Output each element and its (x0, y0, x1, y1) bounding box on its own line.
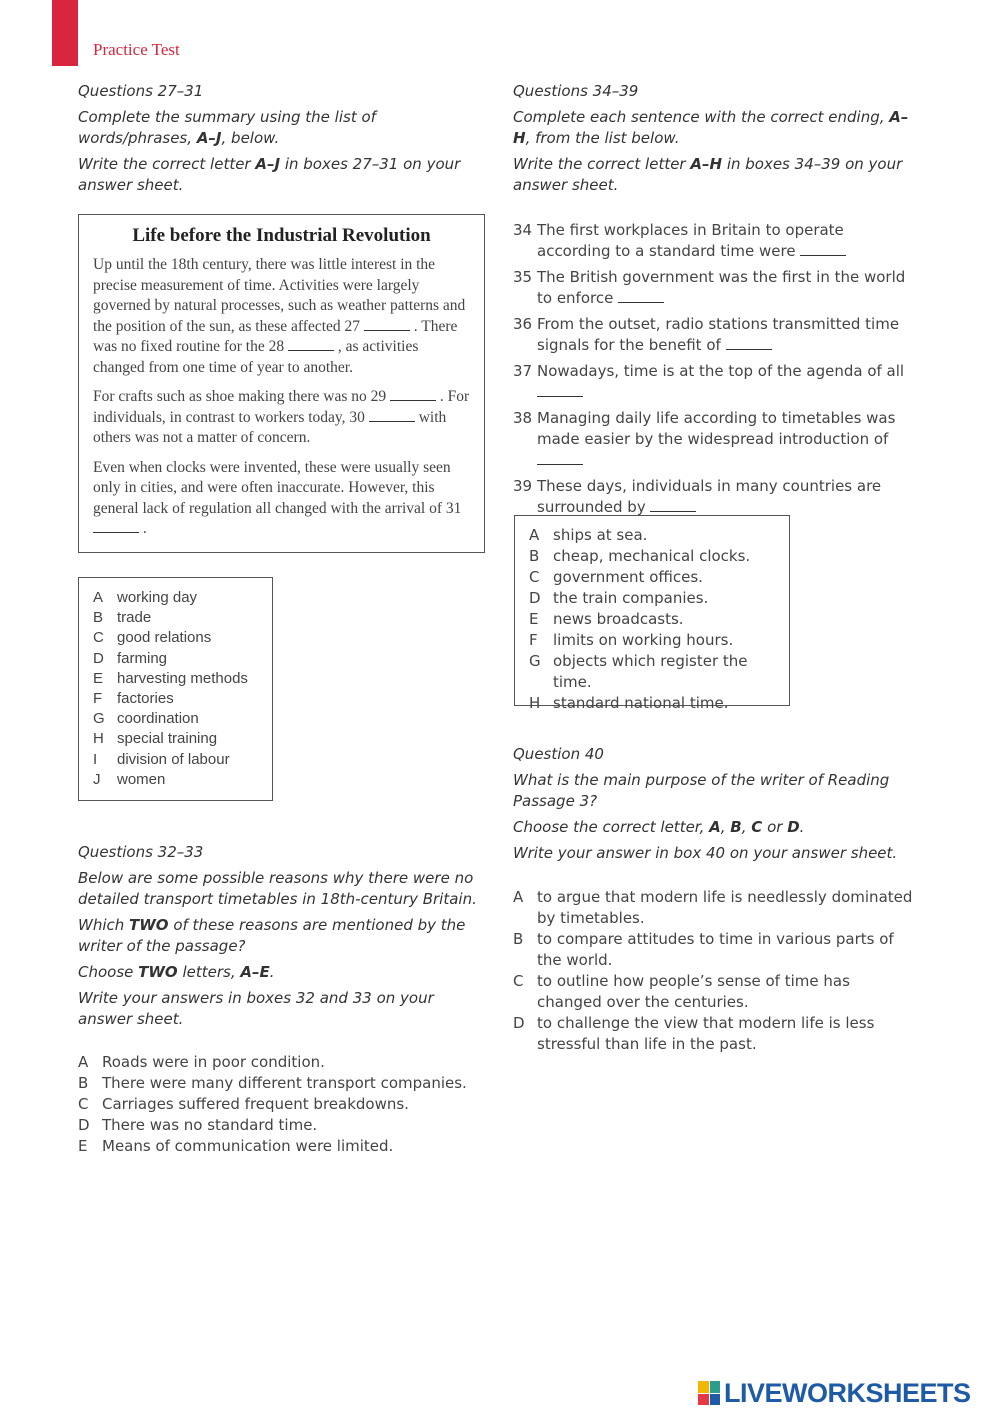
logo-square-icon (698, 1394, 709, 1406)
q27-31-heading: Questions 27–31 (78, 82, 204, 100)
list-item: E news broadcasts. (529, 610, 684, 628)
q34-39-instr1: Complete each sentence with the correct ending, A–H, from the list below. (513, 108, 909, 147)
logo-square-icon (698, 1381, 709, 1393)
list-item: F factories (93, 689, 174, 707)
sentence-item: 39 These days, individuals in many countries are surrounded by (513, 477, 882, 516)
sentence-item: 37 Nowadays, time is at the top of the agenda of all (513, 361, 918, 403)
logo-text: LIVEWORKSHEETS (724, 1377, 971, 1408)
q34-39-heading: Questions 34–39 (513, 82, 639, 100)
q27-31-instr1: Complete the summary using the list of words/phrases, A–J, below. (78, 108, 376, 147)
gap-28[interactable] (288, 338, 334, 351)
gap-27[interactable] (364, 318, 410, 331)
q34-39-sentences (513, 220, 918, 523)
q32-33-instr1: Below are some possible reasons why there were no detailed transport timetables in 18th-century Britain. (78, 869, 477, 908)
option-item[interactable]: B There were many different transport companies. (78, 1074, 467, 1092)
summary-paragraph-3: Even when clocks were invented, these were usually seen only in cities, and were often inaccurate. However, this general lack of regulation all changed with the arrival of 31 . (93, 458, 462, 537)
option-item[interactable]: D There was no standard time. (78, 1116, 318, 1134)
list-item: D farming (93, 649, 168, 667)
list-item: H standard national time. (529, 694, 729, 712)
gap-34[interactable] (800, 243, 846, 256)
q34-39-instructions (513, 81, 913, 201)
list-item: J women (93, 770, 166, 788)
endings-box (514, 515, 790, 712)
gap-29[interactable] (390, 388, 436, 401)
gap-30[interactable] (369, 409, 415, 422)
option-item[interactable]: B to compare attitudes to time in various parts of the world. (513, 930, 894, 969)
q27-31-instructions (78, 81, 478, 201)
logo-mark-icon (698, 1381, 720, 1405)
list-item: C good relations (93, 629, 212, 647)
q32-33-heading: Questions 32–33 (78, 843, 204, 861)
logo-square-icon (710, 1381, 721, 1393)
list-item: C government offices. (529, 568, 703, 586)
q40-instr2: Choose the correct letter, A, B, C or D. (513, 818, 805, 836)
gap-39[interactable] (650, 499, 696, 512)
gap-35[interactable] (618, 290, 664, 303)
list-item: G coordination (93, 710, 199, 728)
q32-33-instr2: Which TWO of these reasons are mentioned by the writer of the passage? (78, 916, 466, 955)
summary-title: Life before the Industrial Revolution (132, 225, 431, 246)
summary-paragraph-2: For crafts such as shoe making there was no 29 . For individuals, in contrast to workers today, 30 with others was not a matter of concern. (93, 388, 470, 446)
option-item[interactable]: C Carriages suffered frequent breakdowns. (78, 1095, 409, 1113)
sentence-item: 35 The British government was the first in the world to enforce (513, 268, 906, 307)
sentence-item: 36 From the outset, radio stations transmitted time signals for the benefit of (513, 315, 900, 354)
option-item[interactable]: A to argue that modern life is needlessly dominated by timetables. (513, 888, 913, 927)
word-list-box (78, 577, 273, 801)
summary-paragraph-1: Up until the 18th century, there was little interest in the precise measurement of time. Activities were largely governed by natural processes, such as weather patterns and the position of the sun, as these affected 27 . There was no fixed routine for the 28 , as activities changed from one time of year to another. (93, 256, 466, 376)
q40-options (513, 887, 918, 1055)
q40-instr3: Write your answer in box 40 on your answer sheet. (513, 844, 898, 862)
gap-38[interactable] (537, 452, 583, 465)
list-item: I division of labour (93, 750, 230, 768)
q32-33-options (78, 1052, 488, 1157)
list-item: E harvesting methods (93, 669, 248, 687)
list-item: B cheap, mechanical clocks. (529, 547, 751, 565)
logo-square-icon (710, 1394, 721, 1406)
sentence-item: 38 Managing daily life according to timetables was made easier by the widespread introduction of (513, 408, 918, 471)
sentence-item: 34 The first workplaces in Britain to operate according to a standard time were (513, 220, 918, 262)
option-item[interactable]: A Roads were in poor condition. (78, 1053, 325, 1071)
q27-31-instr2: Write the correct letter A–J in boxes 27–31 on your answer sheet. (78, 155, 461, 194)
liveworksheets-logo (698, 1378, 994, 1408)
list-item: H special training (93, 730, 218, 748)
q32-33-instr3: Choose TWO letters, A–E. (78, 963, 275, 981)
list-item: B trade (93, 609, 152, 627)
q40-instructions (513, 744, 913, 869)
gap-36[interactable] (726, 337, 772, 350)
gap-37[interactable] (537, 384, 583, 397)
list-item: G objects which register the time. (529, 652, 748, 691)
list-item: A ships at sea. (529, 526, 648, 544)
option-item[interactable]: E Means of communication were limited. (78, 1137, 394, 1155)
q32-33-instr4: Write your answers in boxes 32 and 33 on your answer sheet. (78, 989, 434, 1028)
list-item: A working day (93, 589, 198, 606)
q34-39-instr2: Write the correct letter A–H in boxes 34–39 on your answer sheet. (513, 155, 903, 194)
q40-heading: Question 40 (513, 745, 604, 763)
gap-31[interactable] (93, 520, 139, 533)
list-item: D the train companies. (529, 589, 709, 607)
q40-instr1: What is the main purpose of the writer of Reading Passage 3? (513, 771, 890, 810)
header-accent-bar (52, 0, 78, 66)
page-header-title: Practice Test (93, 40, 180, 59)
q32-33-instructions (78, 842, 488, 1035)
option-item[interactable]: C to outline how people’s sense of time has changed over the centuries. (513, 972, 850, 1011)
summary-box (78, 214, 485, 553)
option-item[interactable]: D to challenge the view that modern life is less stressful than life in the past. (513, 1014, 875, 1053)
list-item: F limits on working hours. (529, 631, 734, 649)
